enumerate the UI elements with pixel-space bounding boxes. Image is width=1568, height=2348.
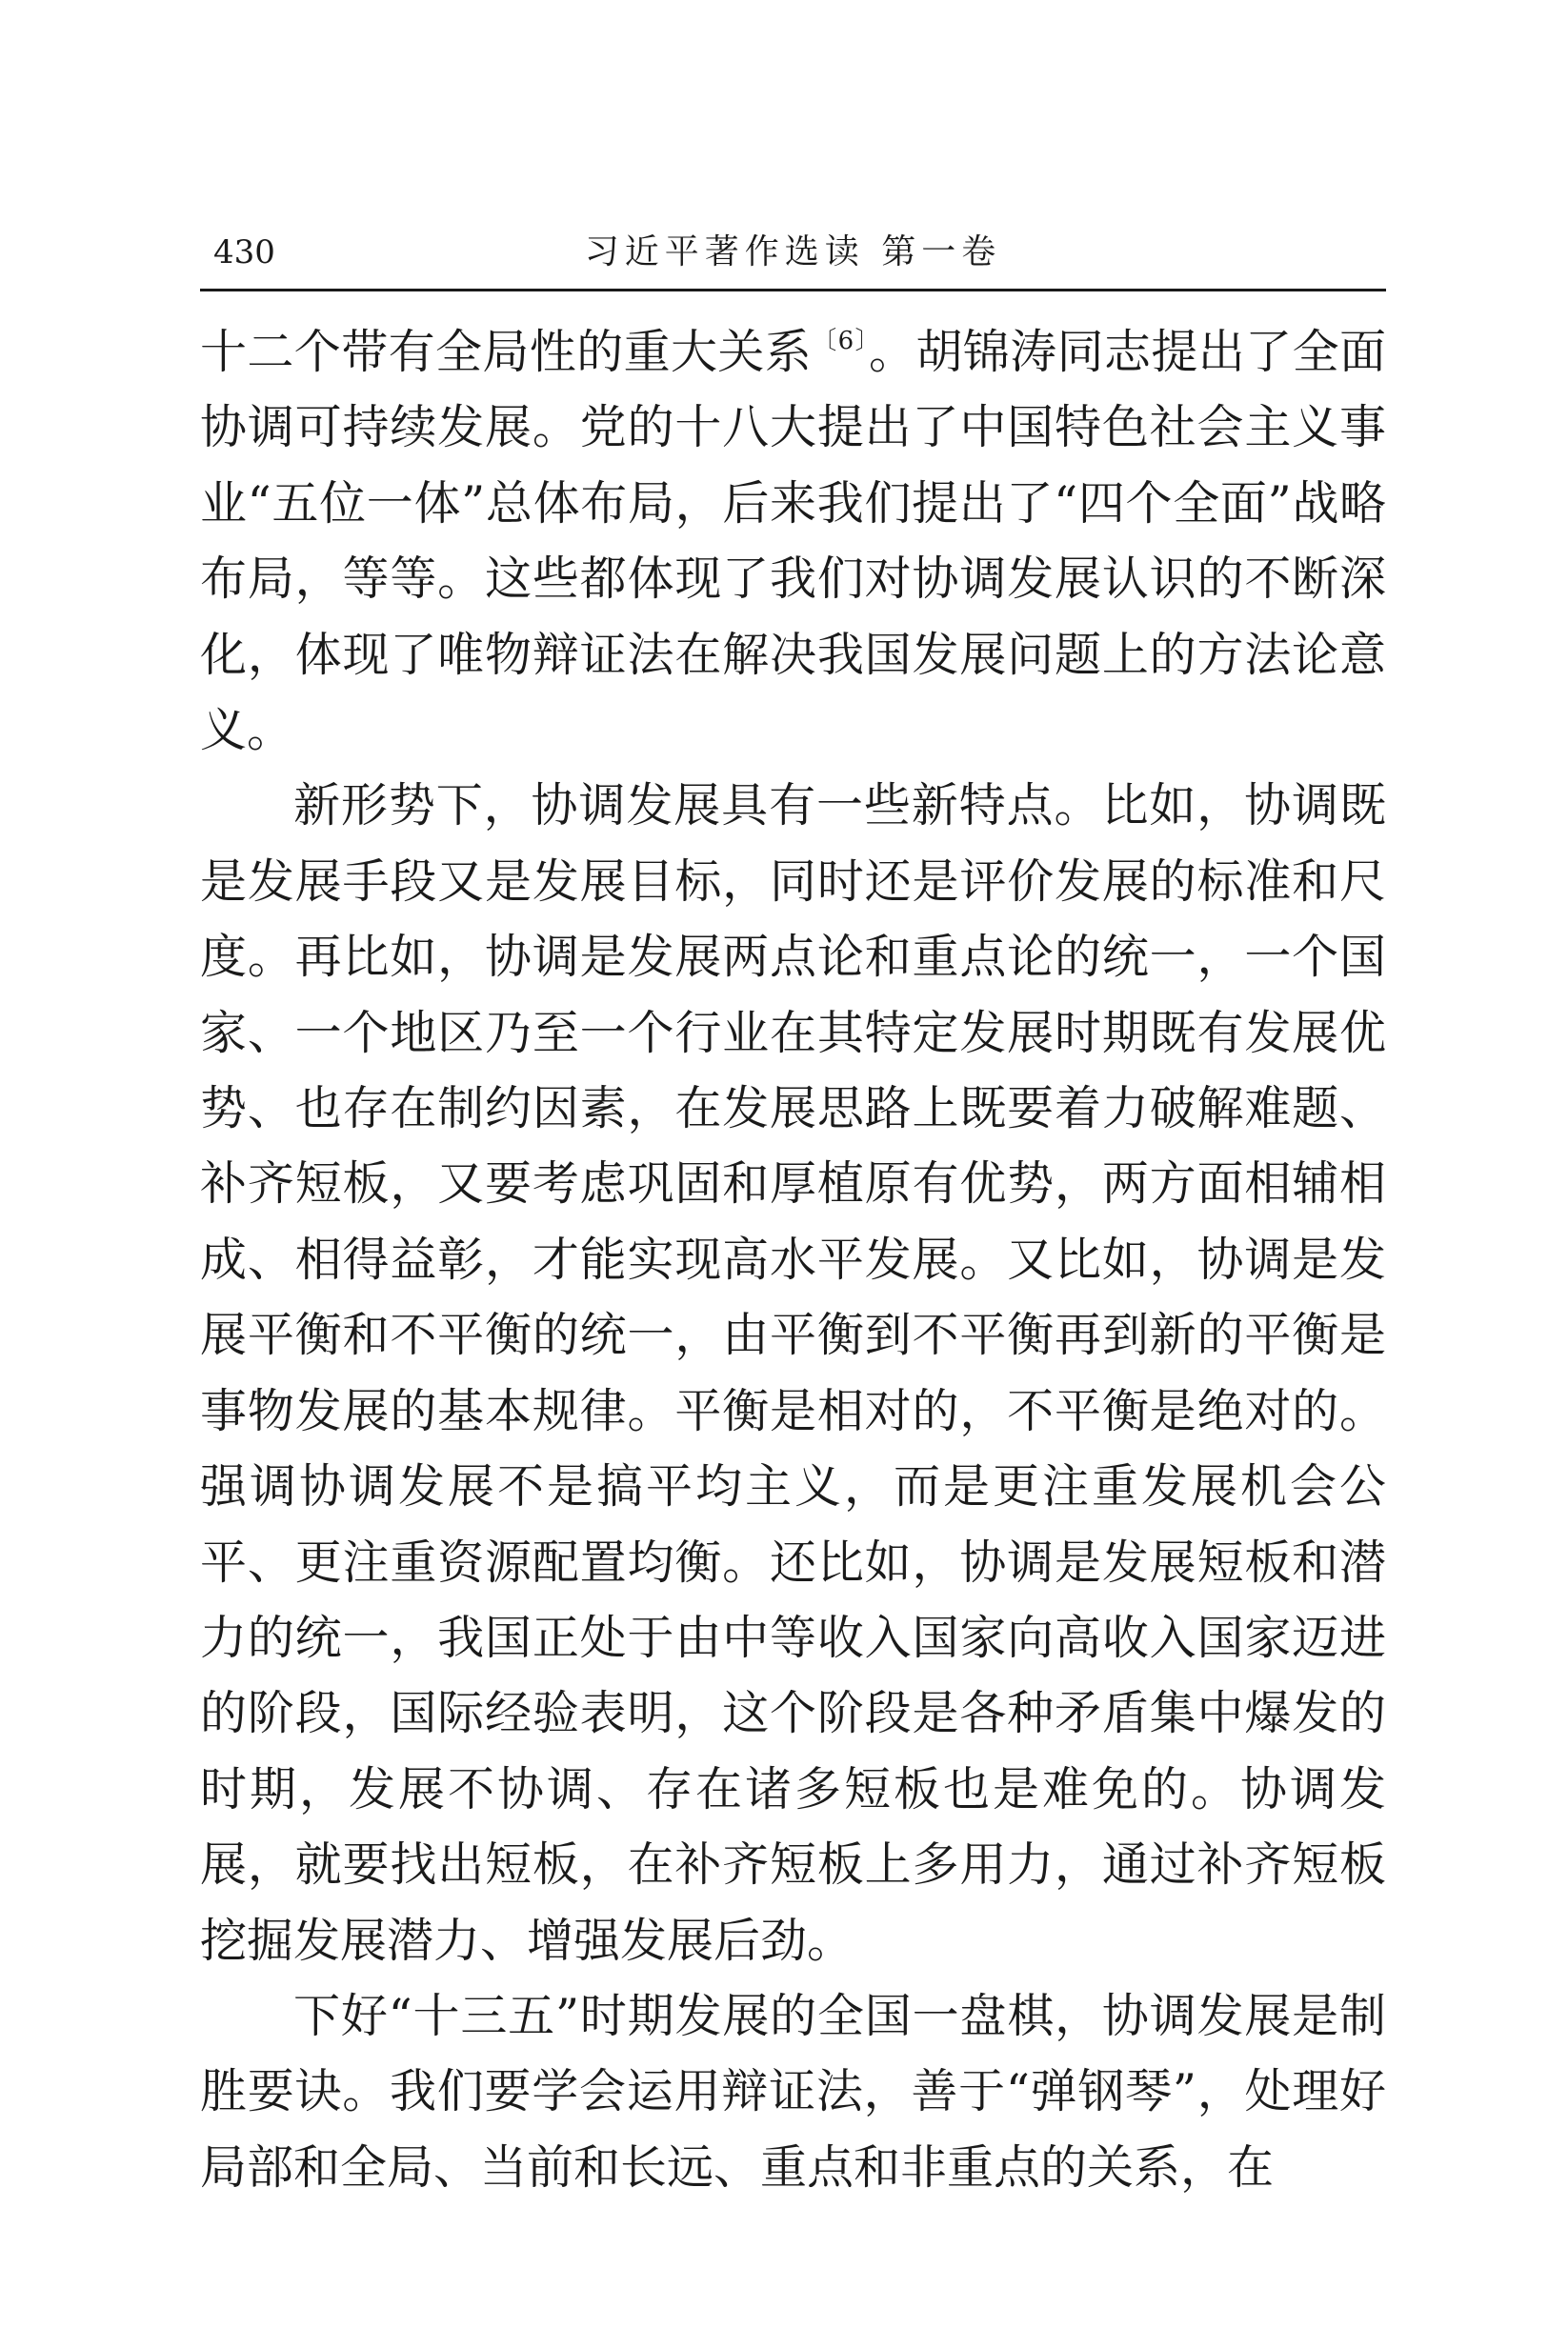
paragraph-1 bbox=[200, 314, 1386, 768]
paragraph-3: 下好“十三五”时期发展的全国一盘棋，协调发展是制胜要诀。我们要学会运用辩证法，善于“弹钢琴”，处理好局部和全局、当前和长远、重点和非重点的关系，在 bbox=[200, 1988, 1386, 2195]
paragraph-2: 新形势下，协调发展具有一些新特点。比如，协调既是发展手段又是发展目标，同时还是评价发展的标准和尺度。再比如，协调是发展两点论和重点论的统一，一个国家、一个地区乃至一个行业在其特定发展时期既有发展优势、也存在制约因素，在发展思路上既要着力破解难题、补齐短板，又要考虑巩固和厚植原有优势，两方面相辅相成、相得益彰，才能实现高水平发展。又比如，协调是发展平衡和不平衡的统一，由平衡到不平衡再到新的平衡是事物发展的基本规律。平衡是相对的，不平衡是绝对的。强调协调发展不是搞平均主义，而是更注重发展机会公平、更注重资源配置均衡。还比如，协调是发展短板和潜力的统一，我国正处于由中等收入国家向高收入国家迈进的阶段，国际经验表明，这个阶段是各种矛盾集中爆发的时期，发展不协调、存在诸多短板也是难免的。协调发展，就要找出短板，在补齐短板上多用力，通过补齐短板挖掘发展潜力、增强发展后劲。 bbox=[200, 778, 1386, 1968]
body-text bbox=[200, 314, 1386, 2315]
paragraph-1-text-a: 十二个带有全局性的重大关系 bbox=[200, 325, 813, 379]
page-number: 430 bbox=[213, 233, 275, 271]
header-rule bbox=[200, 289, 1386, 291]
page-header bbox=[200, 225, 1386, 280]
footnote-reference[interactable]: 〔6〕 bbox=[812, 327, 869, 355]
paragraph-1-text-b: 。胡锦涛同志提出了全面协调可持续发展。党的十八大提出了中国特色社会主义事业“五位一体”总体布局，后来我们提出了“四个全面”战略布局，等等。这些都体现了我们对协调发展认识的不断深化，体现了唯物辩证法在解决我国发展问题上的方法论意义。 bbox=[200, 325, 1386, 758]
running-title: 习近平著作选读 第一卷 bbox=[584, 232, 1002, 271]
